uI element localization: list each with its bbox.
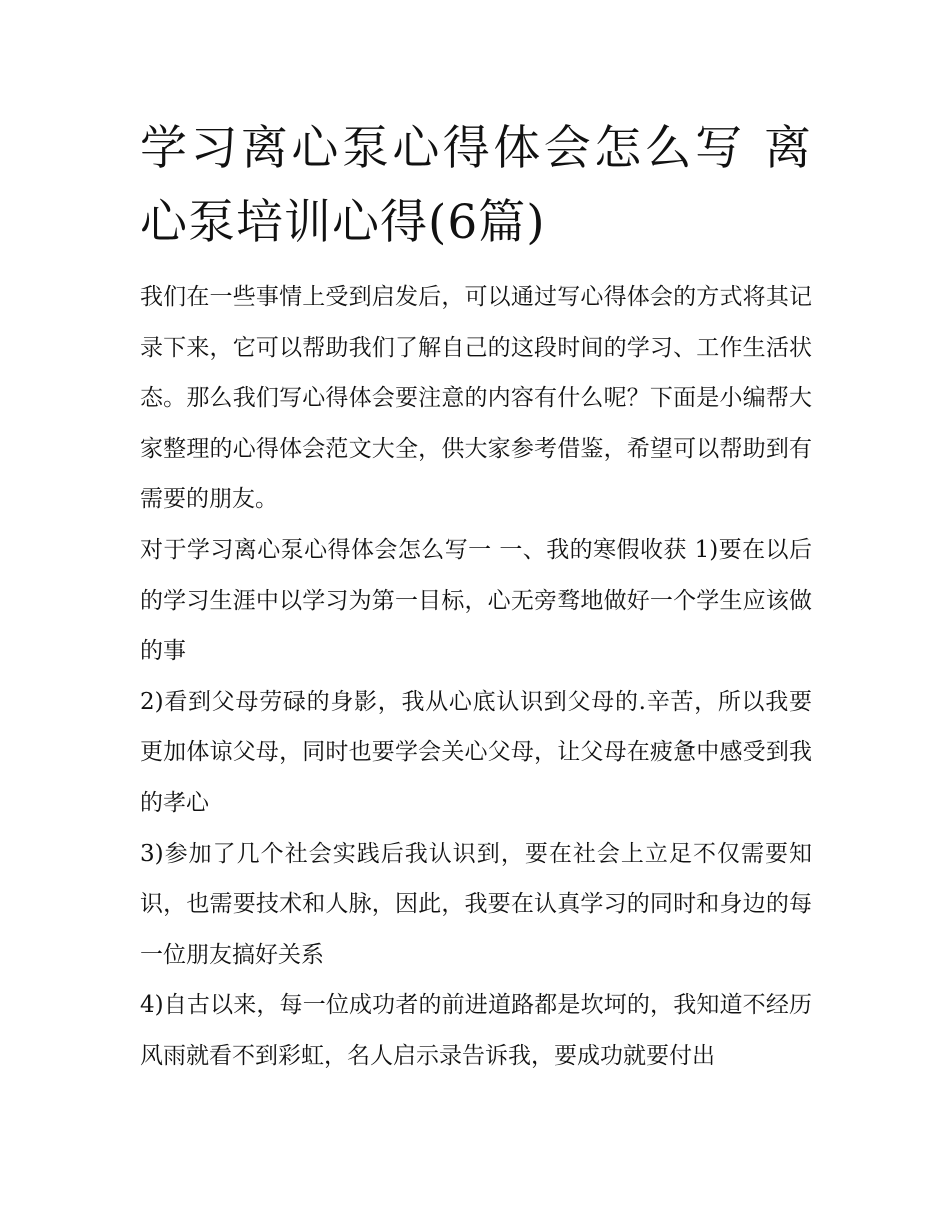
paragraph-point-3: 3)参加了几个社会实践后我认识到，要在社会上立足不仅需要知识，也需要技术和人脉，因此，我要在认真学习的同时和身边的每一位朋友搞好关系 — [140, 840, 812, 968]
paragraph-point-4: 4)自古以来，每一位成功者的前进道路都是坎坷的，我知道不经历风雨就看不到彩虹，名人启示录告诉我，要成功就要付出 — [140, 992, 812, 1069]
paragraph-intro: 我们在一些事情上受到启发后，可以通过写心得体会的方式将其记录下来，它可以帮助我们了解自己的这段时间的学习、工作生活状态。那么我们写心得体会要注意的内容有什么呢？下面是小编帮大家整理的心得体会范文大全，供大家参考借鉴，希望可以帮助到有需要的朋友。 — [140, 284, 812, 513]
paragraph-point-2: 2)看到父母劳碌的身影，我从心底认识到父母的.辛苦，所以我要更加体谅父母，同时也要学会关心父母，让父母在疲惫中感受到我的孝心 — [140, 688, 812, 816]
document-body — [140, 112, 812, 1082]
document-title: 学习离心泵心得体会怎么写 离心泵培训心得(6篇) — [140, 121, 812, 250]
paragraph-section-one: 对于学习离心泵心得体会怎么写一 一、我的寒假收获 1)要在以后的学习生涯中以学习为第一目标，心无旁骛地做好一个学生应该做的事 — [140, 536, 812, 665]
